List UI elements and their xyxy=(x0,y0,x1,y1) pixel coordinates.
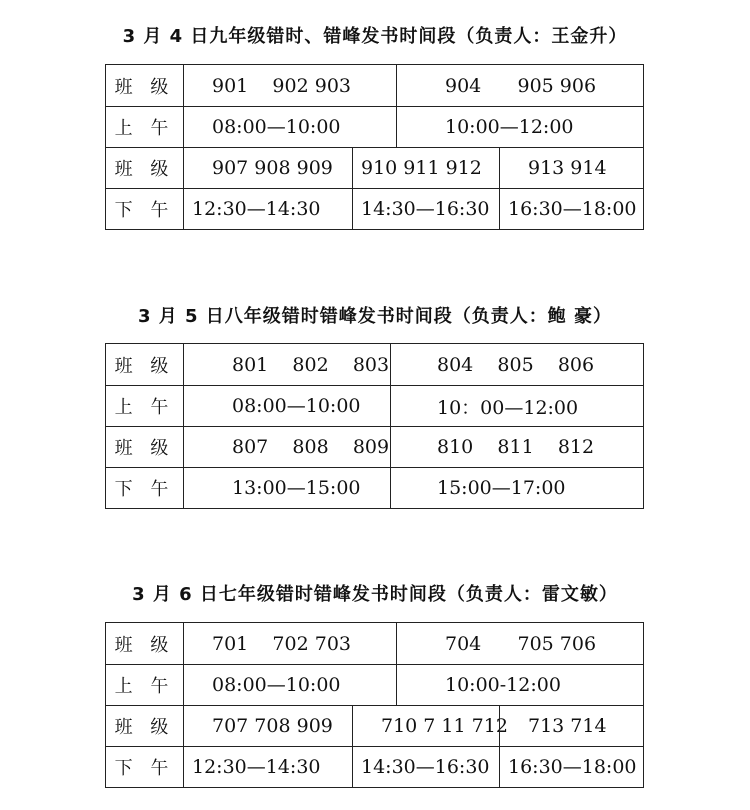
section-title-grade7: 3 月 6 日七年级错时错峰发书时间段（负责人：雷文敏） xyxy=(132,584,618,605)
class-cell: 910 911 912 xyxy=(352,148,499,188)
row-label: 班 级 xyxy=(106,148,184,188)
time-cell: 12:30—14:30 xyxy=(192,756,321,778)
time-cell: 15:00—17:00 xyxy=(390,468,645,508)
class-cell: 704 705 706 xyxy=(396,623,645,664)
class-cell: 901 902 903 xyxy=(212,74,351,97)
time-cell: 14:30—16:30 xyxy=(352,747,499,787)
time-cell: 08:00—10:00 xyxy=(212,116,341,138)
row-label: 下 午 xyxy=(106,189,184,229)
class-cell: 701 702 703 xyxy=(212,632,351,655)
class-cell: 713 714 xyxy=(499,706,645,746)
time-cell: 10:00—12:00 xyxy=(396,107,645,147)
table-row xyxy=(106,106,643,147)
table-row xyxy=(106,664,643,705)
table-row xyxy=(106,623,643,664)
table-row xyxy=(106,467,643,508)
time-cell: 16:30—18:00 xyxy=(499,189,645,229)
class-cell: 904 905 906 xyxy=(396,65,645,106)
class-cell: 810 811 812 xyxy=(390,427,645,467)
time-cell: 08:00—10:00 xyxy=(232,395,361,417)
row-label: 班 级 xyxy=(106,344,184,385)
time-cell: 10:00-12:00 xyxy=(396,665,645,705)
table-row xyxy=(106,147,643,188)
table-row xyxy=(106,426,643,467)
row-label: 班 级 xyxy=(106,65,184,106)
schedule-table-grade9 xyxy=(105,64,644,230)
time-cell: 10：00—12:00 xyxy=(390,386,645,426)
row-label: 班 级 xyxy=(106,427,184,467)
table-row xyxy=(106,385,643,426)
class-cell: 707 708 909 xyxy=(212,715,333,737)
table-row xyxy=(106,705,643,746)
class-cell: 807 808 809 xyxy=(232,436,390,458)
time-cell: 13:00—15:00 xyxy=(232,477,361,499)
class-cell: 804 805 806 xyxy=(390,344,645,385)
time-cell: 12:30—14:30 xyxy=(192,198,321,220)
time-cell: 16:30—18:00 xyxy=(499,747,645,787)
row-label: 下 午 xyxy=(106,747,184,787)
class-cell: 913 914 xyxy=(499,148,645,188)
row-label: 上 午 xyxy=(106,107,184,147)
section-title-grade8: 3 月 5 日八年级错时错峰发书时间段（负责人：鲍 豪） xyxy=(137,306,613,327)
row-label: 下 午 xyxy=(106,468,184,508)
table-row xyxy=(106,65,643,106)
row-label: 上 午 xyxy=(106,665,184,705)
row-label: 班 级 xyxy=(106,706,184,746)
class-cell: 801 802 803 xyxy=(232,353,390,376)
table-row xyxy=(106,746,643,787)
class-cell: 907 908 909 xyxy=(212,157,333,179)
schedule-table-grade8 xyxy=(105,343,644,509)
table-row xyxy=(106,344,643,385)
row-label: 上 午 xyxy=(106,386,184,426)
table-row xyxy=(106,188,643,229)
class-cell: 710 7 11 712 xyxy=(352,706,499,746)
row-label: 班 级 xyxy=(106,623,184,664)
time-cell: 08:00—10:00 xyxy=(212,674,341,696)
time-cell: 14:30—16:30 xyxy=(352,189,499,229)
schedule-table-grade7 xyxy=(105,622,644,788)
section-title-grade9: 3 月 4 日九年级错时、错峰发书时间段（负责人：王金升） xyxy=(122,26,628,47)
